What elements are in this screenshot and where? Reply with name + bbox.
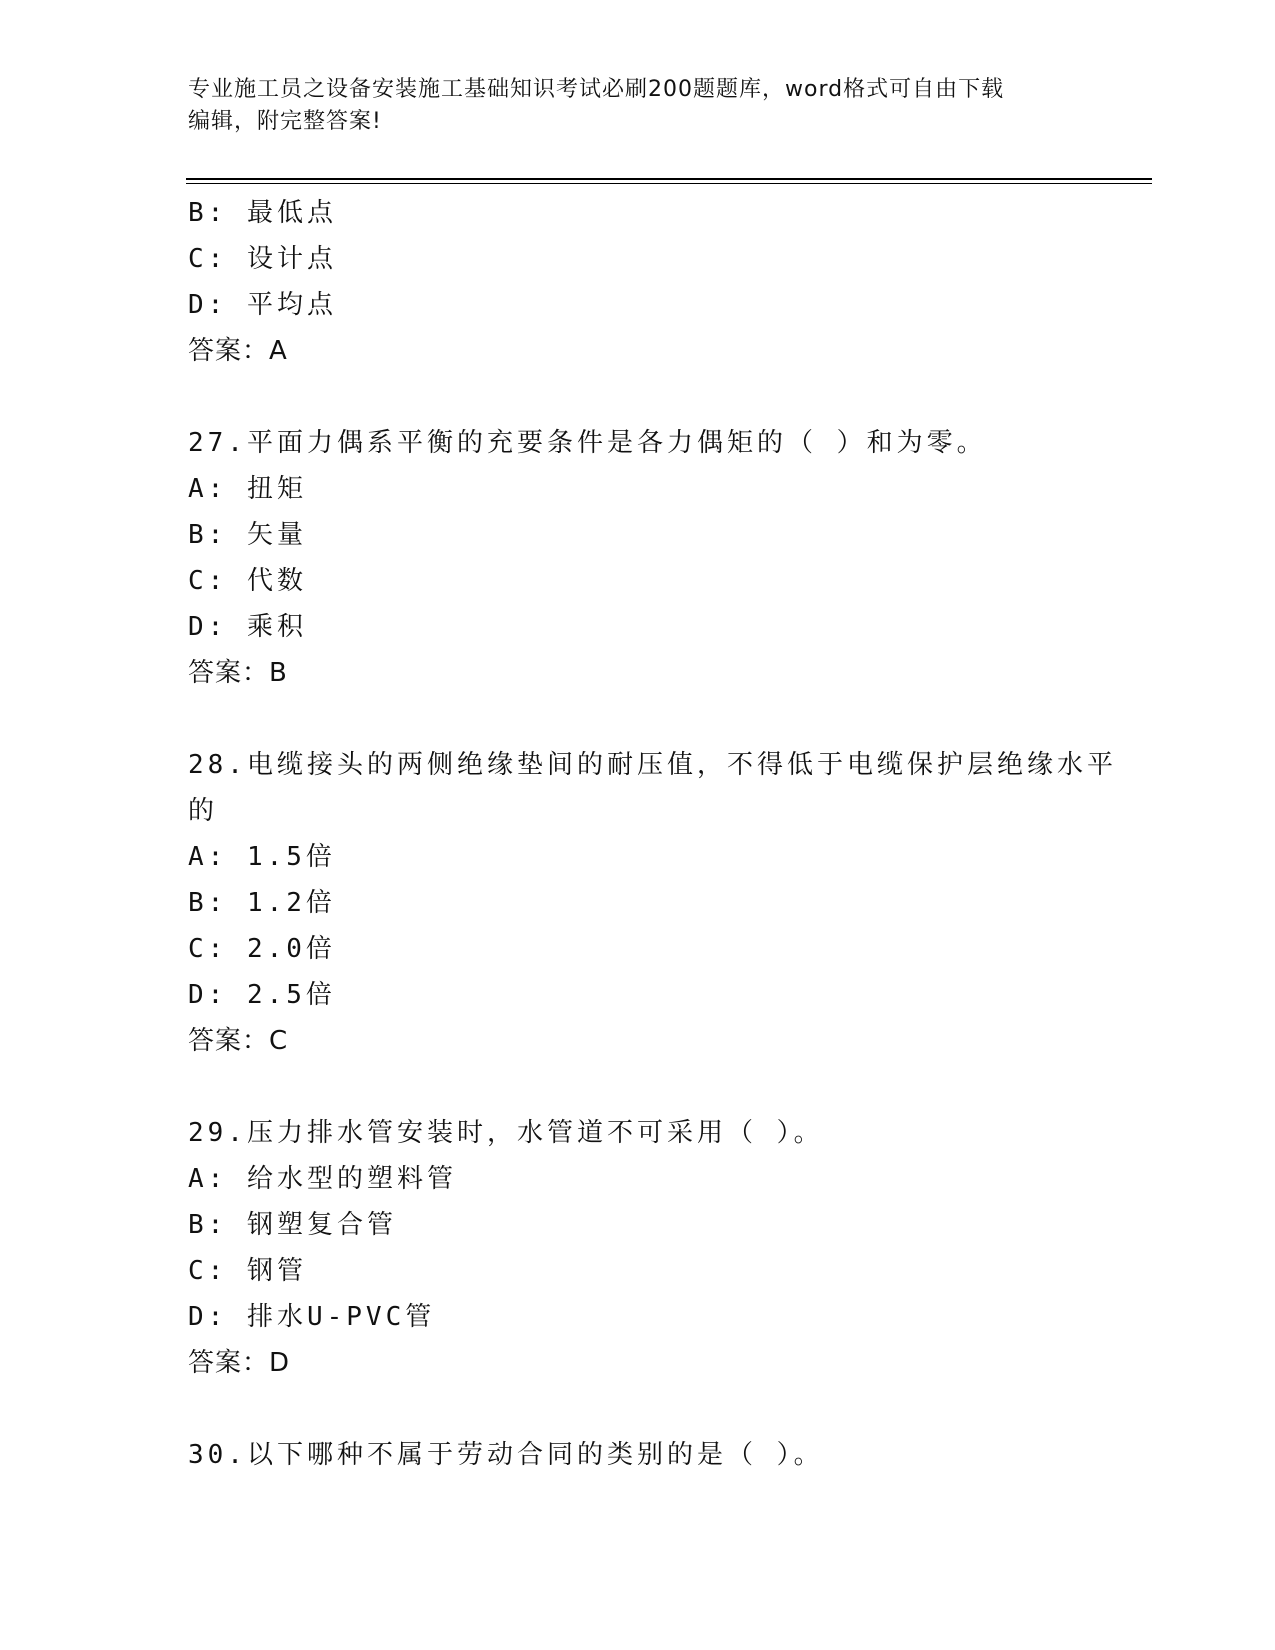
question-block-30 xyxy=(188,1432,1088,1478)
answer-label: 答案：A xyxy=(188,336,288,366)
option-a: A: 给水型的塑料管 xyxy=(188,1164,457,1194)
header-title-line1: 专业施工员之设备安装施工基础知识考试必刷200题题库，word格式可自由下载 xyxy=(188,77,1005,102)
option-b: B: 钢塑复合管 xyxy=(188,1210,397,1240)
question-text-line1: 28.电缆接头的两侧绝缘垫间的耐压值，不得低于电缆保护层绝缘水平 xyxy=(188,750,1117,780)
option-c: C: 钢管 xyxy=(188,1256,307,1286)
question-text: 29.压力排水管安装时，水管道不可采用（ ）。 xyxy=(188,1118,824,1148)
spacer xyxy=(188,1386,1088,1432)
option-a: A: 1.5倍 xyxy=(188,842,336,872)
option-d: D: 平均点 xyxy=(188,290,337,320)
spacer xyxy=(188,1064,1088,1110)
document-header xyxy=(188,74,1068,138)
option-c: C: 代数 xyxy=(188,566,307,596)
option-c: C: 设计点 xyxy=(188,244,337,274)
question-list xyxy=(188,190,1117,1478)
question-text: 30.以下哪种不属于劳动合同的类别的是（ ）。 xyxy=(188,1440,824,1470)
question-block-29 xyxy=(188,1110,1088,1386)
option-a: A: 扭矩 xyxy=(188,474,307,504)
spacer xyxy=(188,374,1088,420)
option-d: D: 排水U-PVC管 xyxy=(188,1302,436,1332)
answer-label: 答案：B xyxy=(188,658,288,688)
question-text: 27.平面力偶系平衡的充要条件是各力偶矩的（ ）和为零。 xyxy=(188,428,987,458)
question-block-28 xyxy=(188,742,1117,1064)
option-c: C: 2.0倍 xyxy=(188,934,336,964)
question-block-26 xyxy=(188,190,1088,374)
answer-label: 答案：D xyxy=(188,1348,291,1378)
answer-label: 答案：C xyxy=(188,1026,289,1056)
spacer xyxy=(188,696,1088,742)
header-title-line2: 编辑，附完整答案! xyxy=(188,109,382,134)
header-divider xyxy=(186,178,1152,184)
option-b: B: 矢量 xyxy=(188,520,307,550)
option-b: B: 最低点 xyxy=(188,198,337,228)
option-d: D: 乘积 xyxy=(188,612,307,642)
option-b: B: 1.2倍 xyxy=(188,888,336,918)
question-text-line2: 的 xyxy=(188,796,219,826)
option-d: D: 2.5倍 xyxy=(188,980,336,1010)
question-block-27 xyxy=(188,420,1088,696)
